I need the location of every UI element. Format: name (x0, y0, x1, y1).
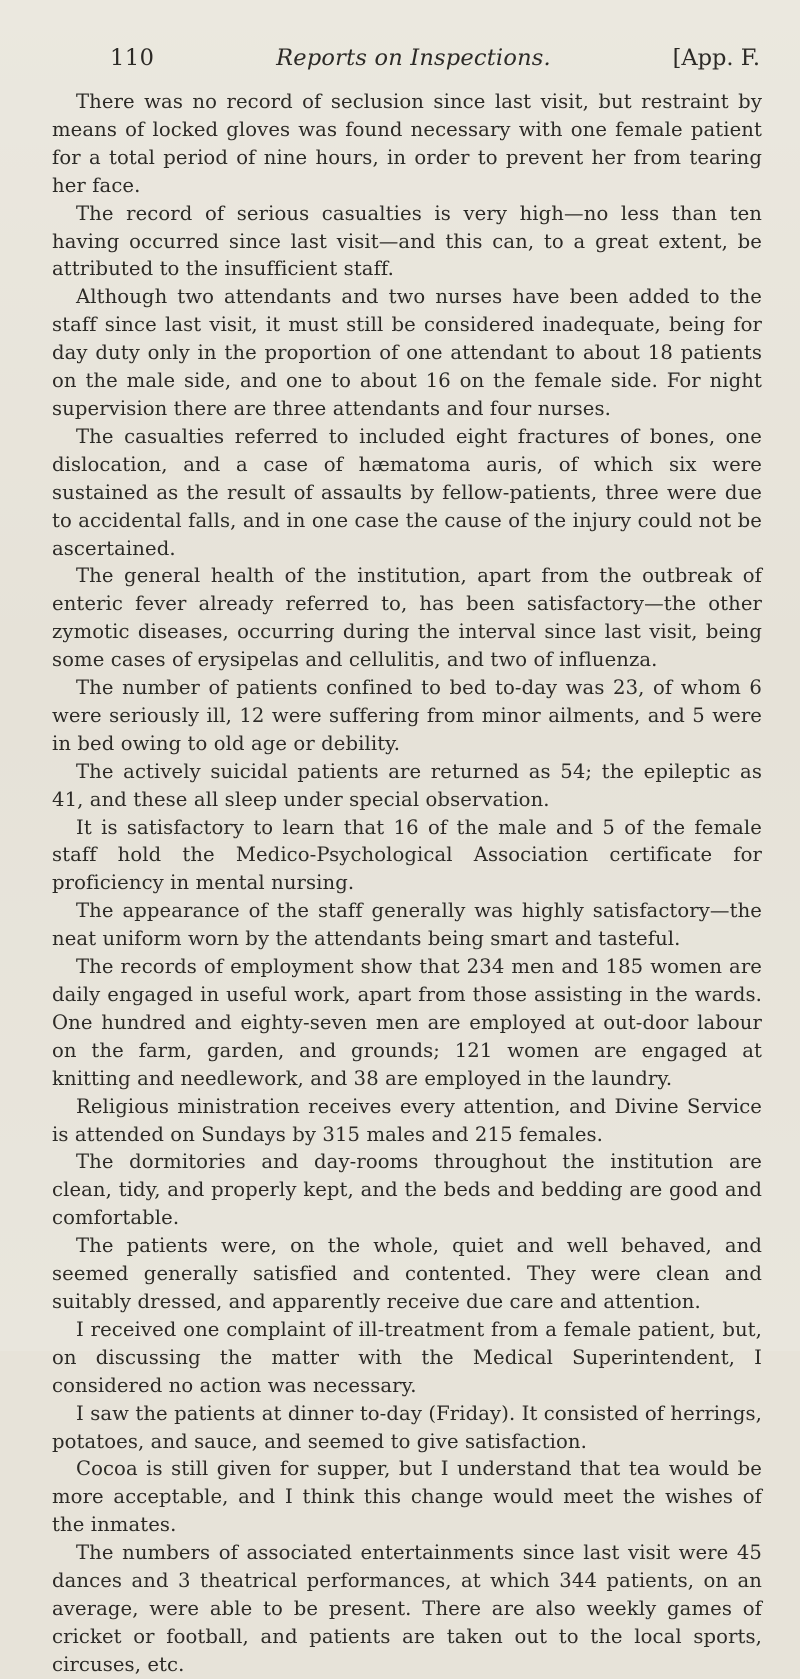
paragraph: The actively suicidal patients are returned as 54; the epileptic as 41, and these all sleep under special observation. (52, 759, 762, 811)
body-text (52, 88, 762, 1679)
paragraph: Cocoa is still given for supper, but I understand that tea would be more acceptable, and I think this change would meet the wishes of the inmates. (52, 1457, 762, 1537)
running-title: Reports on Inspections. (276, 45, 551, 71)
running-header (52, 44, 762, 72)
paragraph: The dormitories and day-rooms throughout the institution are clean, tidy, and properly kept, and the beds and bedding are good and comfortable. (52, 1150, 762, 1230)
paragraph: There was no record of seclusion since last visit, but restraint by means of locked gloves was found necessary with one female patient for a total period of nine hours, in order to prevent her from tearing her face. (52, 90, 762, 197)
paragraph: The numbers of associated entertainments since last visit were 45 dances and 3 theatrical performances, at which 344 patients, on an average, were able to be present. There are also weekly games of cricket or football, and patients are taken out to the local sports, circuses, etc. (52, 1541, 762, 1676)
paragraph: It is satisfactory to learn that 16 of the male and 5 of the female staff hold the Medico-Psychological Association certificate for proficiency in mental nursing. (52, 815, 762, 895)
paragraph: The patients were, on the whole, quiet and well behaved, and seemed generally satisfied and contented. They were clean and suitably dressed, and apparently receive due care and attention. (52, 1234, 762, 1313)
appendix-label: [App. F. (672, 45, 760, 71)
paragraph: The appearance of the staff generally was highly satisfactory—the neat uniform worn by the attendants being smart and tasteful. (52, 899, 762, 951)
paragraph: I saw the patients at dinner to-day (Friday). It consisted of herrings, potatoes, and sauce, and seemed to give satisfaction. (52, 1401, 762, 1453)
paragraph: Religious ministration receives every attention, and Divine Service is attended on Sundays by 315 males and 215 females. (52, 1094, 762, 1146)
page-number: 110 (110, 45, 155, 71)
paragraph: The general health of the institution, apart from the outbreak of enteric fever already referred to, has been satisfactory—the other zymotic diseases, occurring during the interval since last visit, being some cases of erysipelas and cellulitis, and two of influenza. (52, 564, 762, 672)
paragraph: The record of serious casualties is very high—no less than ten having occurred since last visit—and this can, to a great extent, be attributed to the insufficient staff. (52, 201, 762, 281)
paragraph: The casualties referred to included eight fractures of bones, one dislocation, and a case of hæmatoma auris, of which six were sustained as the result of assaults by fellow-patients, three were due to accidental falls, and in one case the cause of the injury could not be ascertained. (52, 424, 762, 560)
paragraph: The number of patients confined to bed to-day was 23, of whom 6 were seriously ill, 12 were suffering from minor ailments, and 5 were in bed owing to old age or debility. (52, 676, 762, 755)
paragraph: The records of employment show that 234 men and 185 women are daily engaged in useful work, apart from those assisting in the wards. One hundred and eighty-seven men are employed at out-door labour on the farm, garden, and grounds; 121 women are engaged at knitting and needlework, and 38 are employed in the laundry. (52, 955, 762, 1090)
paragraph: Although two attendants and two nurses have been added to the staff since last visit, it must still be considered inadequate, being for day duty only in the proportion of one attendant to about 18 patients on the male side, and one to about 16 on the female side. For night supervision there are three attendants and four nurses. (52, 285, 762, 420)
paragraph: I received one complaint of ill-treatment from a female patient, but, on discussing the matter with the Medical Superintendent, I considered no action was necessary. (52, 1317, 762, 1397)
